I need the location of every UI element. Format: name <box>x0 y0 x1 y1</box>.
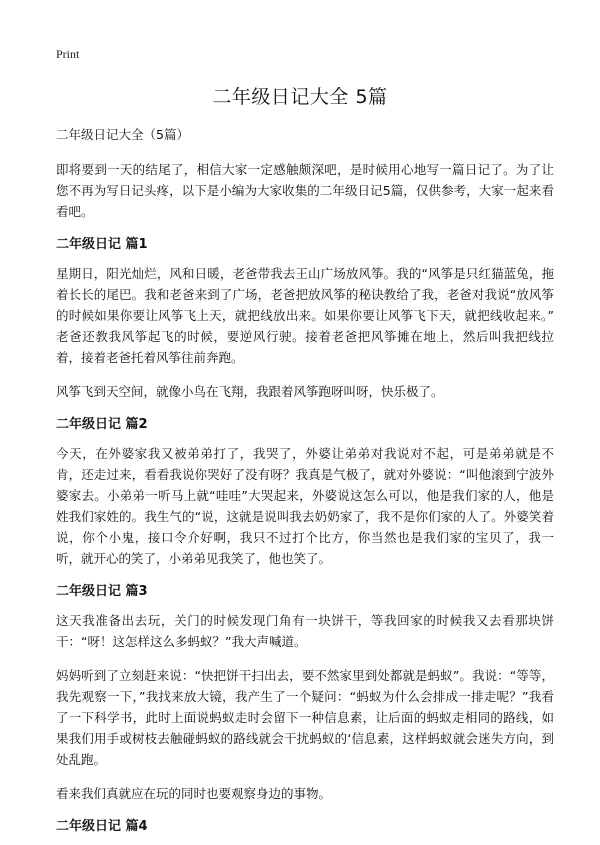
intro-paragraph: 即将要到一天的结尾了，相信大家一定感触颇深吧，是时候用心地写一篇日记了。为了让您不再为写日记头疼，以下是小编为大家收集的二年级日记5篇，仅供参考，大家一起来看看吧。 <box>56 162 554 219</box>
section-3-paragraph-1: 这天我准备出去玩，关门的时候发现门角有一块饼干，等我回家的时候我又去看那块饼干：“呀！这怎样这么多蚂蚁？”我大声喊道。 <box>56 613 554 649</box>
page-title: 二年级日记大全 5篇 <box>212 86 388 108</box>
section-1-paragraph-2: 风筝飞到天空间，就像小鸟在飞翔，我跟着风筝跑呀叫呀，快乐极了。 <box>56 384 444 399</box>
section-heading-2: 二年级日记 篇2 <box>56 417 148 432</box>
section-2-paragraph-1: 今天，在外婆家我又被弟弟打了，我哭了，外婆让弟弟对我说对不起，可是弟弟就是不肯，还走过来，看看我说你哭好了没有呀？我真是气极了，就对外婆说：“叫他滚到宁波外婆家去。小弟弟一听马上就“哇哇”大哭起来，外婆说这怎么可以，他是我们家的人，他是姓我们家姓的。我生气的“说，这就是说叫我去奶奶家了，我不是你们家的人了。外婆笑着说，你个小鬼，接口令介好啊，我只不过打个比方，你当然也是我们家的宝贝了，我一听，就开心的笑了，小弟弟见我笑了，他也笑了。 <box>56 446 554 566</box>
section-1-paragraph-1: 星期日，阳光灿烂，风和日暖，老爸带我去王山广场放风筝。我的“风筝是只红猫蓝兔，拖着长长的尾巴。我和老爸来到了广场，老爸把放风筝的秘诀教给了我，老爸对我说“放风筝的时候如果你要让风筝飞上天，就把线放出来。如果你要让风筝飞下天，就把线收起来。” 老爸还教我风筝起飞的时候，要逆风行驶。接着老爸把风筝摊在地上，然后叫我把线拉着，接着老爸托着风筝往前奔跑。 <box>56 266 554 365</box>
print-link[interactable]: Print <box>56 47 80 61</box>
section-heading-1: 二年级日记 篇1 <box>56 237 148 252</box>
section-3-paragraph-3: 看来我们真就应在玩的同时也要观察身边的事物。 <box>56 786 332 801</box>
section-3-paragraph-2: 妈妈听到了立刻赶来说：“快把饼干扫出去，要不然家里到处都就是蚂蚁”。我说：“等等，我先观察一下，”我找来放大镜，我产生了一个疑问：“蚂蚁为什么会排成一排走呢？”我看了一下科学书，此时上面说蚂蚁走时会留下一种信息素，让后面的蚂蚁走相同的路线，如果我们用手或树枝去触碰蚂蚁的路线就会干扰蚂蚁的‘信息素，这样蚂蚁就会迷失方向，到处乱跑。 <box>56 668 554 767</box>
section-heading-3: 二年级日记 篇3 <box>56 584 148 599</box>
article-body <box>56 124 554 845</box>
article-subtitle: 二年级日记大全（5篇） <box>56 127 189 142</box>
section-heading-4: 二年级日记 篇4 <box>56 819 148 834</box>
